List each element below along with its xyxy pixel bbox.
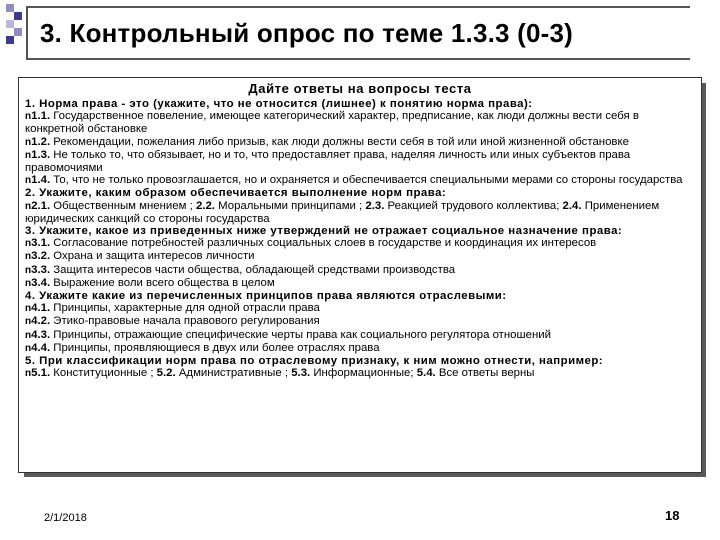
option-number: 2.4. bbox=[562, 199, 582, 212]
question-text: 5. При классификации норм права по отраслевому признаку, к ним можно отнести, например: bbox=[25, 355, 604, 368]
answer-option bbox=[25, 315, 697, 328]
answer-option bbox=[25, 277, 697, 290]
quiz-panel bbox=[18, 77, 702, 473]
decor-square bbox=[14, 12, 22, 20]
question-text: 2. Укажите, каким образом обеспечивается выполнение норм права: bbox=[25, 187, 447, 200]
option-number: 1.1. bbox=[31, 110, 51, 123]
bullet-icon: n bbox=[25, 149, 32, 161]
option-number: 2.2. bbox=[195, 199, 215, 212]
option-text: Общественным мнением ; bbox=[50, 199, 196, 212]
option-number: 1.3. bbox=[31, 148, 51, 161]
option-text: Государственное повеление, имеющее категорический характер, предписание, как люди должны вести себя в конкретной обстановке bbox=[25, 110, 639, 136]
answer-option bbox=[25, 174, 697, 187]
bullet-icon: n bbox=[25, 200, 32, 212]
option-text: Информационные; bbox=[310, 367, 417, 380]
bullet-icon: n bbox=[25, 277, 32, 289]
option-text: Реакцией трудового коллектива; bbox=[384, 199, 563, 212]
answer-option bbox=[25, 264, 697, 277]
option-number: 1.2. bbox=[31, 135, 51, 148]
bullet-icon: n bbox=[25, 303, 32, 315]
bullet-icon: n bbox=[25, 136, 32, 148]
option-text: Применением юридических санкций со стороны государства bbox=[25, 199, 660, 225]
option-text: Охрана и защита интересов личности bbox=[50, 250, 255, 263]
bullet-icon: n bbox=[25, 342, 32, 354]
decor-square bbox=[6, 4, 14, 12]
option-number: 3.1. bbox=[31, 237, 51, 250]
question-text: 4. Укажите какие из перечисленных принципов права являются отраслевыми: bbox=[25, 290, 507, 303]
quiz-body bbox=[25, 98, 697, 380]
answer-option bbox=[25, 200, 697, 225]
answer-option bbox=[25, 136, 697, 149]
option-text: Принципы, характерные для одной отрасли права bbox=[50, 302, 320, 315]
quiz-subtitle: Дайте ответы на вопросы теста bbox=[248, 81, 472, 96]
bullet-icon: n bbox=[25, 175, 32, 187]
option-text: Принципы, проявляющиеся в двух или более отраслях права bbox=[50, 341, 380, 354]
option-text: Согласование потребностей различных социальных слоев в государстве и координация их интересов bbox=[50, 237, 597, 250]
option-number: 2.1. bbox=[31, 199, 51, 212]
option-text: Административные ; bbox=[175, 367, 292, 380]
page-number: 18 bbox=[665, 508, 680, 523]
option-number: 3.4. bbox=[31, 276, 51, 289]
option-text: Все ответы верны bbox=[435, 367, 535, 380]
question-text: 1. Норма права - это (укажите, что не относится (лишнее) к понятию норма права): bbox=[25, 98, 533, 110]
decor-square bbox=[6, 20, 14, 28]
option-number: 1.4. bbox=[31, 174, 51, 187]
option-text: Принципы, отражающие специфические черты права как социального регулятора отношений bbox=[50, 328, 552, 341]
option-text: Этико-правовые начала правового регулирования bbox=[50, 315, 320, 328]
option-number: 4.1. bbox=[31, 302, 51, 315]
decor-square bbox=[6, 36, 14, 44]
option-text: То, что не только провозглашается, но и охраняется и обеспечивается специальными мерами со стороны государства bbox=[50, 174, 683, 187]
bullet-icon: n bbox=[25, 329, 32, 341]
option-number: 5.1. bbox=[31, 367, 51, 380]
option-number: 5.3. bbox=[291, 367, 311, 380]
option-number: 4.4. bbox=[31, 341, 51, 354]
option-number: 5.4. bbox=[416, 367, 436, 380]
answer-option bbox=[25, 250, 697, 263]
answer-option bbox=[25, 149, 697, 174]
decor-square bbox=[14, 28, 22, 36]
slide-date: 2/1/2018 bbox=[44, 512, 87, 524]
option-number: 2.3. bbox=[365, 199, 385, 212]
bullet-icon: n bbox=[25, 238, 32, 250]
option-number: 5.2. bbox=[156, 367, 176, 380]
option-text: Конституционные ; bbox=[50, 367, 157, 380]
option-number: 4.3. bbox=[31, 328, 51, 341]
option-number: 3.3. bbox=[31, 263, 51, 276]
option-text: Не только то, что обязывает, но и то, что предоставляет права, наделяя личность или иных субъектов права правомочиями bbox=[25, 148, 631, 175]
option-number: 4.2. bbox=[31, 315, 51, 328]
bullet-icon: n bbox=[25, 251, 32, 263]
answer-option bbox=[25, 237, 697, 250]
bullet-icon: n bbox=[25, 316, 32, 328]
question-text: 3. Укажите, какое из приведенных ниже утверждений не отражает социальное назначение права: bbox=[25, 225, 623, 238]
bullet-icon: n bbox=[25, 368, 32, 380]
answer-option bbox=[25, 367, 697, 380]
option-text: Защита интересов части общества, обладающей средствами производства bbox=[50, 263, 456, 276]
answer-option bbox=[25, 342, 697, 355]
answer-option bbox=[25, 110, 697, 135]
answer-option bbox=[25, 302, 697, 315]
option-number: 3.2. bbox=[31, 250, 51, 263]
bullet-icon: n bbox=[25, 264, 32, 276]
option-text: Рекомендации, пожелания либо призыв, как люди должны вести себя в той или иной жизненной обстановке bbox=[50, 135, 629, 148]
option-text: Выражение воли всего общества в целом bbox=[50, 276, 275, 289]
slide-title: 3. Контрольный опрос по теме 1.3.3 (0-3) bbox=[40, 18, 574, 48]
answer-option bbox=[25, 329, 697, 342]
option-text: Моральными принципами ; bbox=[214, 199, 366, 212]
bullet-icon: n bbox=[25, 111, 32, 123]
